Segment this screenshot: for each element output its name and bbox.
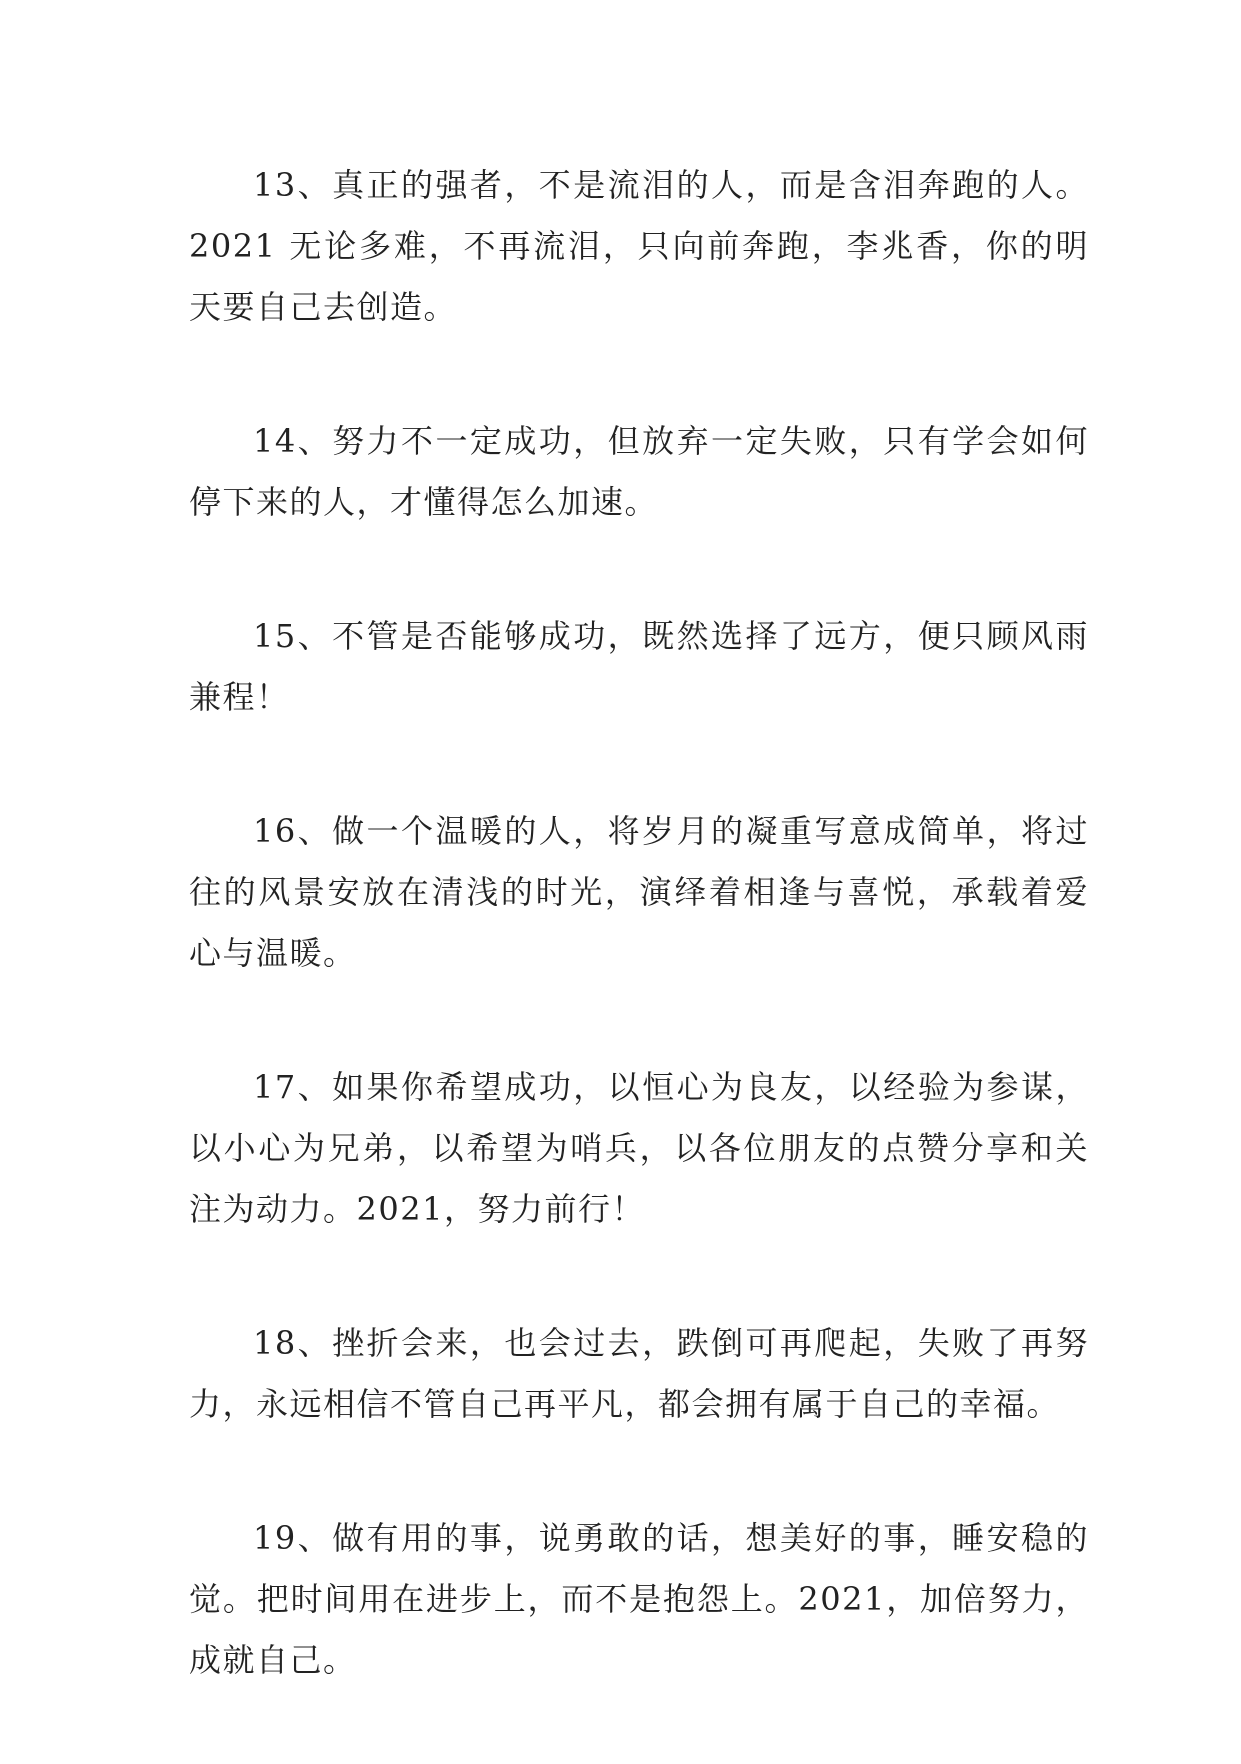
document-body (189, 155, 1089, 1764)
paragraph-14: 14、努力不一定成功，但放弃一定失败，只有学会如何停下来的人，才懂得怎么加速。 (189, 422, 1089, 521)
paragraph-19: 19、做有用的事，说勇敢的话，想美好的事，睡安稳的觉。把时间用在进步上，而不是抱怨上。2021，加倍努力，成就自己。 (189, 1519, 1089, 1679)
paragraph-13: 13、真正的强者，不是流泪的人，而是含泪奔跑的人。2021 无论多难，不再流泪，只向前奔跑，李兆香，你的明天要自己去创造。 (189, 166, 1089, 326)
paragraph-17: 17、如果你希望成功，以恒心为良友，以经验为参谋，以小心为兄弟，以希望为哨兵，以各位朋友的点赞分享和关注为动力。2021，努力前行！ (189, 1068, 1089, 1228)
paragraph-15: 15、不管是否能够成功，既然选择了远方，便只顾风雨兼程！ (189, 617, 1089, 716)
paragraph-16: 16、做一个温暖的人，将岁月的凝重写意成简单，将过往的风景安放在清浅的时光，演绎着相逢与喜悦，承载着爱心与温暖。 (189, 812, 1089, 972)
paragraph-18: 18、挫折会来，也会过去，跌倒可再爬起，失败了再努力，永远相信不管自己再平凡，都会拥有属于自己的幸福。 (189, 1324, 1089, 1423)
